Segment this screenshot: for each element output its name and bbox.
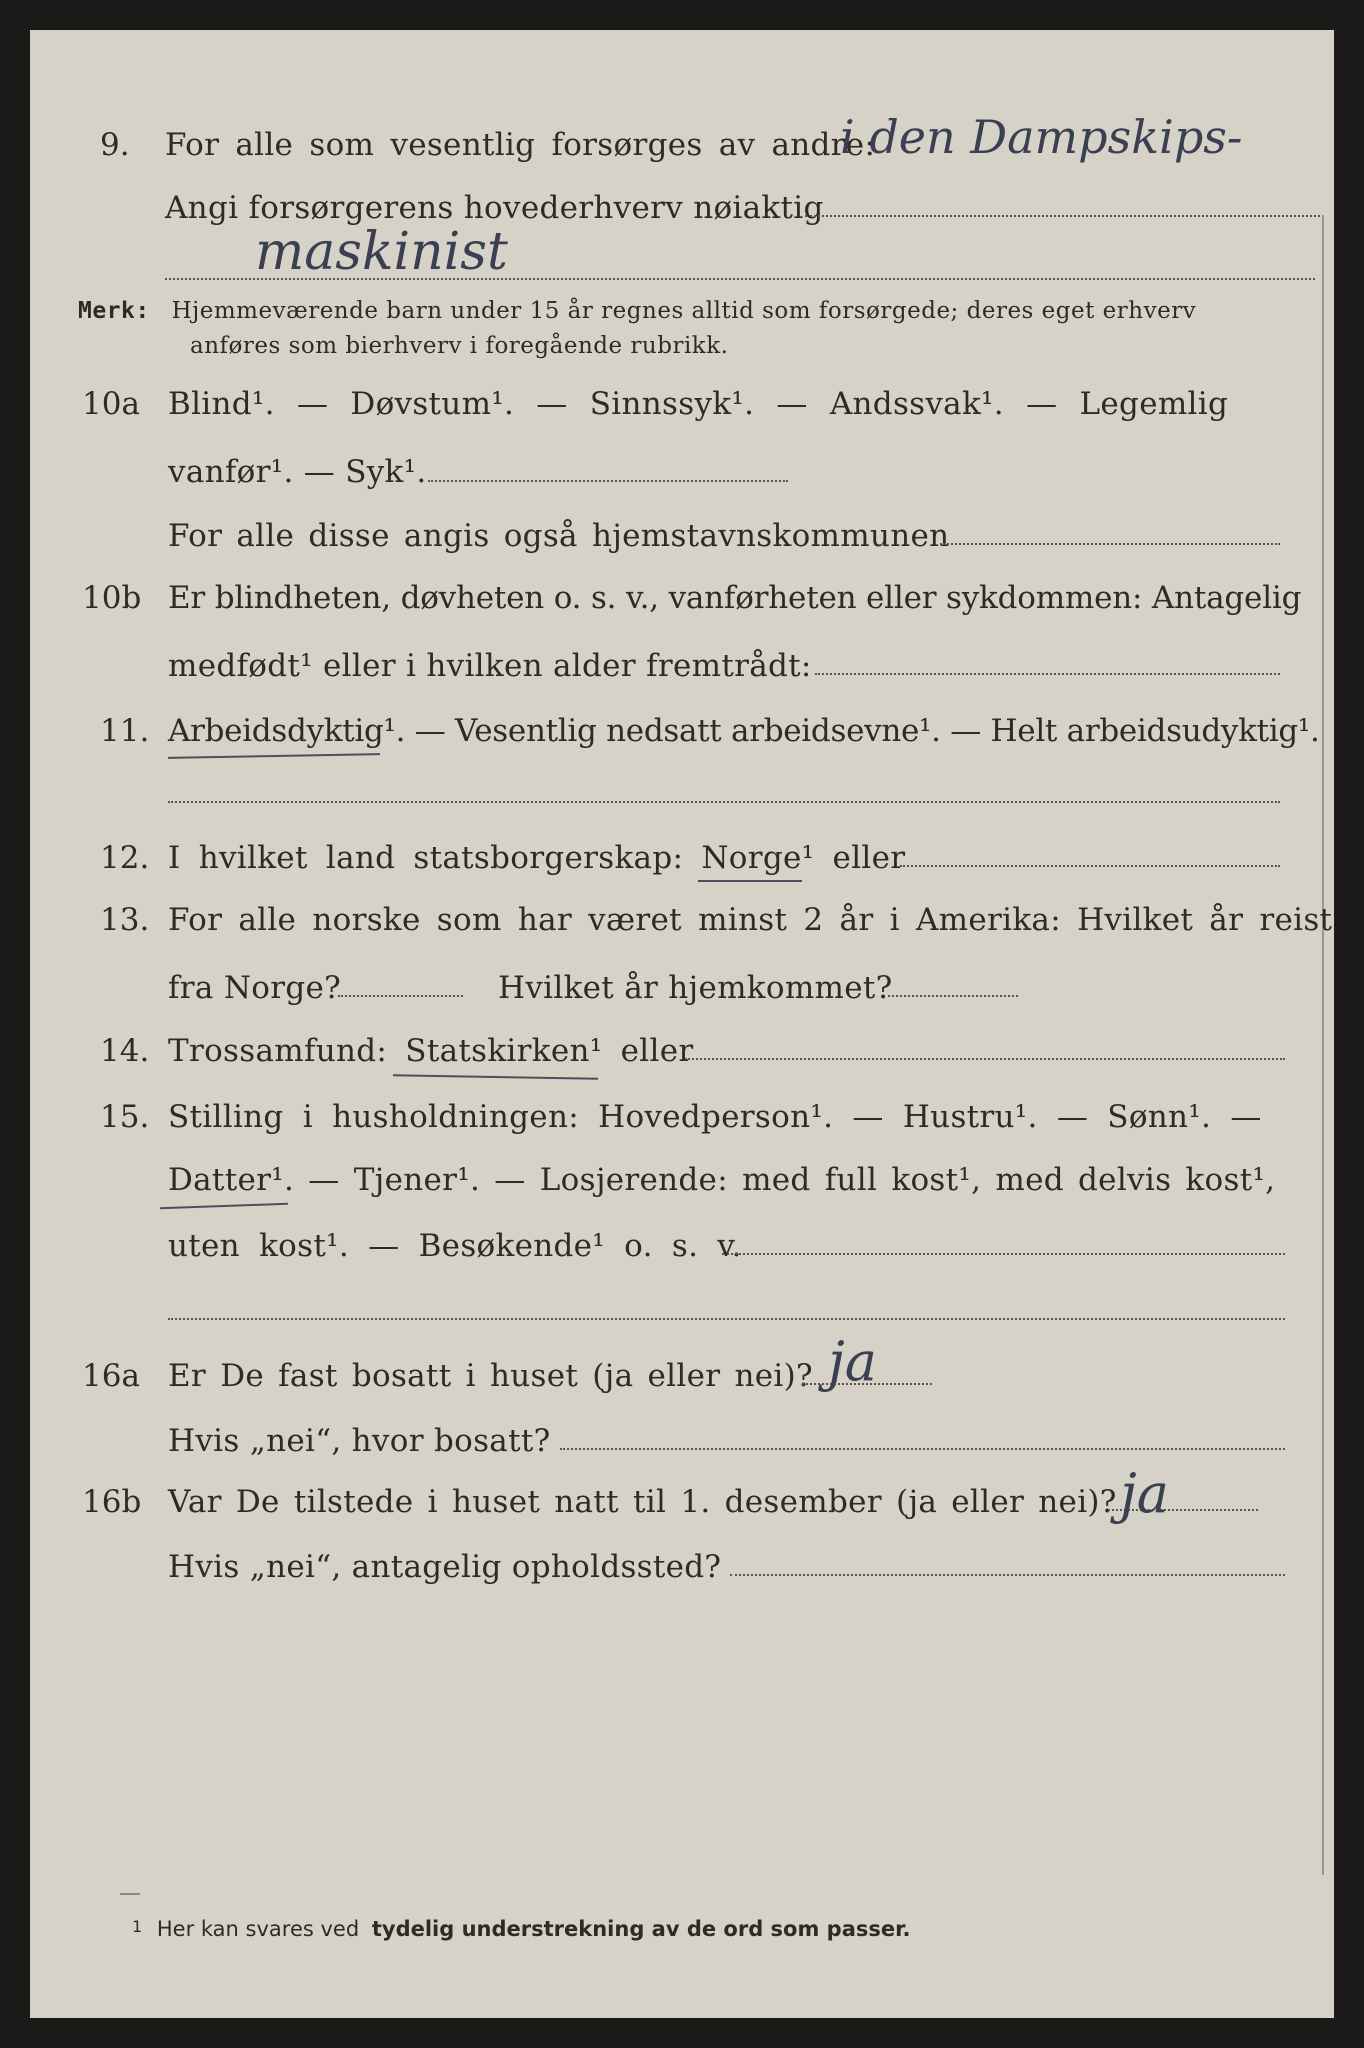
q15-number: 15. [100, 1099, 150, 1135]
q13-line2b: Hvilket år hjemkommet? [498, 970, 893, 1006]
form-sheet [30, 30, 1334, 2018]
q12-line1: I hvilket land statsborgerskap: Norge¹ eller [168, 840, 906, 876]
q10a-line3: For alle disse angis også hjemstavnskommunen [168, 518, 950, 554]
q15-line1: Stilling i husholdningen: Hovedperson¹. — Hustru¹. — Sønn¹. — [168, 1099, 1262, 1135]
q13-answer-line-reist [338, 995, 463, 997]
merk-line2: anføres som bierhverv i foregående rubrikk. [190, 333, 729, 359]
q15-answer-line-1 [722, 1253, 1285, 1255]
q12-underline-norge [698, 880, 802, 882]
q16a-number: 16a [82, 1358, 140, 1394]
q9-answer-line-1 [805, 215, 1320, 217]
q9-line2: Angi forsørgerens hovederhverv nøiaktig [165, 190, 824, 226]
q16b-line2: Hvis „nei“, antagelig opholdssted? [168, 1549, 722, 1585]
q10b-answer-line [815, 673, 1280, 675]
q15-line3: uten kost¹. — Besøkende¹ o. s. v. [168, 1228, 742, 1264]
q16b-answer-line-2 [730, 1574, 1285, 1576]
merk-line1: Hjemmeværende barn under 15 år regnes alltid som forsørgede; deres eget erhverv [171, 298, 1197, 324]
q12-answer-line [900, 865, 1280, 867]
q10a-line2: vanfør¹. — Syk¹. [168, 454, 427, 490]
q14-answer-line [685, 1058, 1285, 1060]
q9-answer-line-2 [165, 278, 1315, 280]
q14-line1: Trossamfund: Statskirken¹ eller [168, 1033, 694, 1069]
q10b-line1: Er blindheten, døvheten o. s. v., vanførheten eller sykdommen: Antagelig [168, 580, 1302, 616]
q16a-line2: Hvis „nei“, hvor bosatt? [168, 1423, 551, 1459]
q16b-line1: Var De tilstede i huset natt til 1. desember (ja eller nei)? [168, 1484, 1117, 1520]
q11-answer-line [168, 801, 1280, 803]
page-edge-line [1322, 215, 1324, 1875]
q13-number: 13. [100, 902, 150, 938]
footnote-mark: 1 [132, 1917, 143, 1936]
q15-answer-line-2 [168, 1318, 1285, 1320]
merk-note [78, 298, 1196, 324]
q13-line2a: fra Norge? [168, 970, 342, 1006]
footnote-text-a: Her kan svares ved [156, 1917, 360, 1941]
q16a-answer-handwritten: ja [828, 1330, 877, 1393]
q9-line1: For alle som vesentlig forsørges av andre: [165, 127, 876, 163]
q13-answer-line-hjemkommet [888, 995, 1018, 997]
q15-line2: Datter¹. — Tjener¹. — Losjerende: med full kost¹, med delvis kost¹, [168, 1162, 1276, 1198]
q10a-answer-line-1 [428, 480, 788, 482]
q10a-number: 10a [82, 386, 140, 422]
q9-answer-handwritten-1: i den Dampskips- [840, 110, 1243, 164]
q16a-answer-line-2 [560, 1448, 1285, 1450]
q9-answer-handwritten-2: maskinist [255, 222, 508, 282]
footnote-text-b: tydelig understrekning av de ord som passer. [371, 1917, 911, 1941]
q12-number: 12. [100, 840, 150, 876]
q11-number: 11. [100, 713, 150, 749]
q16b-answer-handwritten: ja [1120, 1462, 1169, 1525]
q16b-number: 16b [82, 1484, 142, 1520]
q9-number: 9. [100, 127, 130, 163]
q10a-line1: Blind¹. — Døvstum¹. — Sinnssyk¹. — Andssvak¹. — Legemlig [168, 386, 1229, 422]
footnote [132, 1917, 910, 1941]
q13-line1: For alle norske som har været minst 2 år i Amerika: Hvilket år reist [168, 902, 1333, 938]
q14-number: 14. [100, 1033, 150, 1069]
q10b-line2: medfødt¹ eller i hvilken alder fremtrådt: [168, 648, 812, 684]
q10b-number: 10b [82, 580, 142, 616]
merk-label: Merk: [78, 298, 150, 324]
footnote-tick [120, 1893, 140, 1895]
q11-line1: Arbeidsdyktig¹. — Vesentlig nedsatt arbeidsevne¹. — Helt arbeidsudyktig¹. [168, 713, 1320, 749]
q16a-line1: Er De fast bosatt i huset (ja eller nei)? [168, 1358, 813, 1394]
q10a-answer-line-2 [940, 543, 1280, 545]
